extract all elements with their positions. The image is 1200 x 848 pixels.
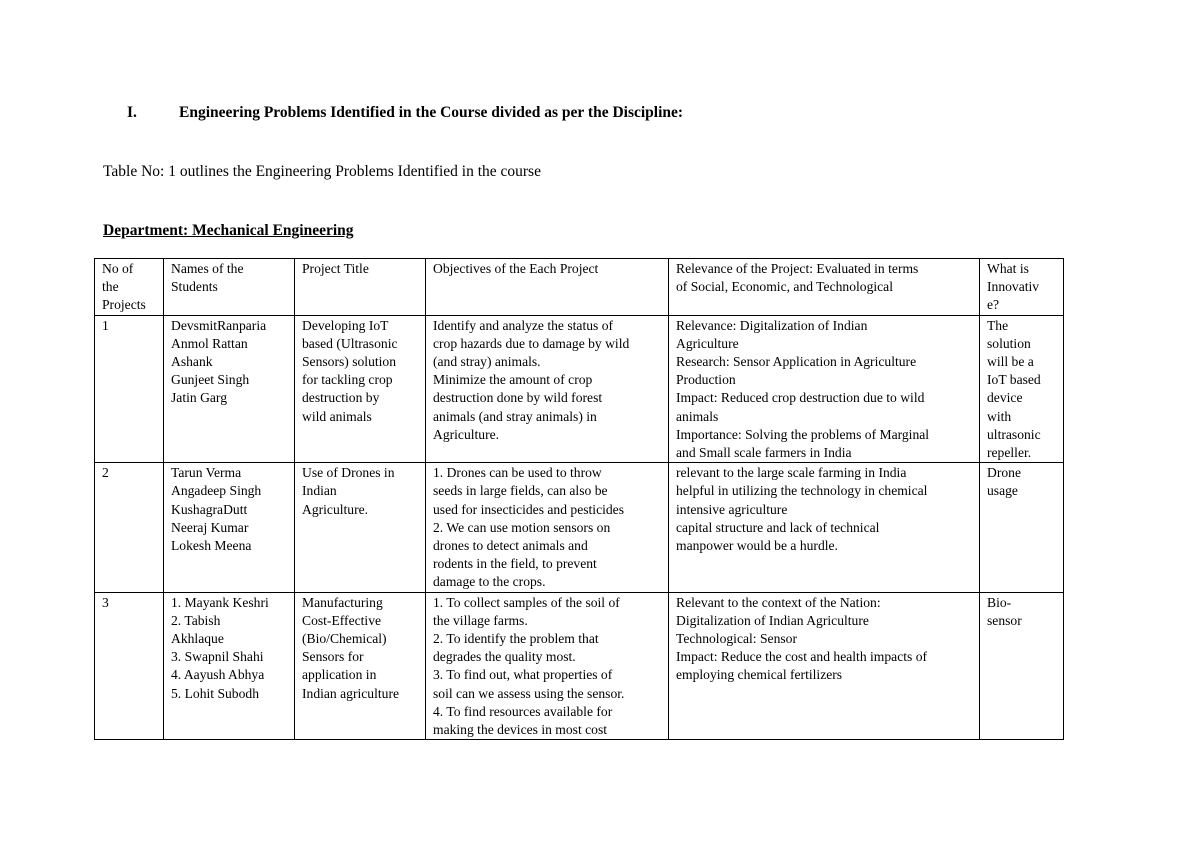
cell-line: Jatin Garg (171, 390, 228, 406)
cell-line: Cost-Effective (302, 612, 382, 628)
cell-line: Ashank (171, 354, 213, 370)
project-no-cell (95, 592, 164, 740)
cell-line: usage (987, 483, 1018, 499)
cell-line: What is (987, 261, 1029, 276)
cell-line: Production (676, 372, 736, 388)
objectives-cell (426, 592, 669, 740)
cell-line: seeds in large fields, can also be (433, 483, 608, 499)
cell-line: Names of the (171, 261, 244, 276)
cell-line: of Social, Economic, and Technological (676, 279, 893, 295)
department-label: Department: Mechanical Engineering (103, 222, 354, 239)
cell-line: wild animals (302, 408, 372, 424)
relevance-cell (669, 315, 980, 463)
cell-line: relevant to the large scale farming in India (676, 465, 907, 481)
cell-line: Agriculture (676, 335, 739, 351)
cell-line: Relevance: Digitalization of Indian (676, 317, 868, 333)
cell-line: Lokesh Meena (171, 538, 252, 554)
cell-line: device (987, 390, 1023, 406)
projects-table (94, 258, 1064, 740)
cell-line: crop hazards due to damage by wild (433, 335, 630, 351)
cell-line: repeller. (987, 445, 1032, 461)
cell-line: Tarun Verma (171, 465, 242, 481)
table-row (95, 592, 1064, 740)
cell-line: Akhlaque (171, 631, 224, 647)
cell-line: Importance: Solving the problems of Marginal (676, 426, 930, 442)
cell-line: the (102, 279, 119, 295)
objectives-cell (426, 315, 669, 463)
project-no-cell (95, 315, 164, 463)
cell-line: DevsmitRanparia (171, 317, 267, 333)
cell-line: based (Ultrasonic (302, 335, 398, 351)
section-title: Engineering Problems Identified in the Course divided as per the Discipline: (179, 104, 684, 121)
cell-line: Anmol Rattan (171, 335, 248, 351)
relevance-cell (669, 592, 980, 740)
cell-line: 4. To find resources available for (433, 703, 613, 719)
cell-line: animals (676, 408, 719, 424)
cell-line: 1. To collect samples of the soil of (433, 594, 620, 610)
cell-line: manpower would be a hurdle. (676, 538, 838, 554)
cell-line: 1. Mayank Keshri (171, 594, 269, 610)
cell-line: drones to detect animals and (433, 538, 588, 554)
cell-line: e? (987, 297, 1000, 313)
project-title-cell (295, 463, 426, 592)
cell-line: 3 (102, 594, 109, 610)
cell-line: 1 (102, 317, 109, 333)
cell-line: Indian agriculture (302, 685, 400, 701)
cell-line: (and stray) animals. (433, 354, 541, 370)
cell-line: will be a (987, 354, 1034, 370)
cell-line: 3. To find out, what properties of (433, 667, 613, 683)
cell-line: capital structure and lack of technical (676, 519, 880, 535)
cell-line: Neeraj Kumar (171, 519, 249, 535)
cell-line: sensor (987, 612, 1022, 628)
cell-line: Objectives of the Each Project (433, 261, 599, 276)
cell-line: used for insecticides and pesticides (433, 501, 625, 517)
header-project-no (95, 259, 164, 316)
cell-line: soil can we assess using the sensor. (433, 685, 625, 701)
cell-line: Students (171, 279, 218, 295)
cell-line: IoT based (987, 372, 1041, 388)
project-title-cell (295, 315, 426, 463)
cell-line: Agriculture. (433, 426, 500, 442)
cell-line: 2. Tabish (171, 612, 221, 628)
cell-line: destruction by (302, 390, 380, 406)
cell-line: Sensors) solution (302, 354, 397, 370)
cell-line: Agriculture. (302, 501, 369, 517)
objectives-cell (426, 463, 669, 592)
cell-line: Research: Sensor Application in Agriculture (676, 354, 917, 370)
cell-line: 2 (102, 465, 109, 481)
header-project-title (295, 259, 426, 316)
cell-line: 5. Lohit Subodh (171, 685, 259, 701)
cell-line: Innovativ (987, 279, 1040, 295)
cell-line: No of (102, 261, 134, 276)
cell-line: solution (987, 335, 1031, 351)
student-names-cell (164, 592, 295, 740)
cell-line: for tackling crop (302, 372, 393, 388)
cell-line: with (987, 408, 1012, 424)
cell-line: Digitalization of Indian Agriculture (676, 612, 869, 628)
table-row (95, 315, 1064, 463)
cell-line: (Bio/Chemical) (302, 631, 387, 647)
cell-line: Angadeep Singh (171, 483, 262, 499)
cell-line: making the devices in most cost (433, 722, 608, 738)
cell-line: Bio- (987, 594, 1012, 610)
cell-line: Sensors for (302, 649, 364, 665)
cell-line: Drone (987, 465, 1021, 481)
innovation-cell (980, 463, 1064, 592)
header-objectives (426, 259, 669, 316)
cell-line: application in (302, 667, 377, 683)
cell-line: Minimize the amount of crop (433, 372, 593, 388)
cell-line: helpful in utilizing the technology in chemical (676, 483, 928, 499)
cell-line: animals (and stray animals) in (433, 408, 597, 424)
innovation-cell (980, 315, 1064, 463)
cell-line: Impact: Reduce the cost and health impacts of (676, 649, 928, 665)
cell-line: and Small scale farmers in India (676, 445, 852, 461)
header-relevance (669, 259, 980, 316)
cell-line: 2. We can use motion sensors on (433, 519, 611, 535)
table-header-row (95, 259, 1064, 316)
cell-line: destruction done by wild forest (433, 390, 603, 406)
innovation-cell (980, 592, 1064, 740)
relevance-cell (669, 463, 980, 592)
cell-line: 4. Aayush Abhya (171, 667, 265, 683)
cell-line: Relevant to the context of the Nation: (676, 594, 881, 610)
cell-line: KushagraDutt (171, 501, 248, 517)
cell-line: Indian (302, 483, 337, 499)
cell-line: intensive agriculture (676, 501, 788, 517)
cell-line: Technological: Sensor (676, 631, 797, 647)
cell-line: ultrasonic (987, 426, 1041, 442)
cell-line: 3. Swapnil Shahi (171, 649, 264, 665)
section-heading (127, 104, 683, 122)
student-names-cell (164, 463, 295, 592)
cell-line: damage to the crops. (433, 574, 546, 590)
header-student-names (164, 259, 295, 316)
cell-line: Relevance of the Project: Evaluated in terms (676, 261, 919, 276)
cell-line: The (987, 317, 1009, 333)
section-number: I. (127, 104, 137, 121)
cell-line: Use of Drones in (302, 465, 395, 481)
cell-line: 1. Drones can be used to throw (433, 465, 602, 481)
cell-line: Identify and analyze the status of (433, 317, 614, 333)
cell-line: the village farms. (433, 612, 528, 628)
cell-line: Projects (102, 297, 146, 313)
cell-line: Developing IoT (302, 317, 389, 333)
cell-line: Manufacturing (302, 594, 383, 610)
cell-line: Gunjeet Singh (171, 372, 250, 388)
student-names-cell (164, 315, 295, 463)
cell-line: 2. To identify the problem that (433, 631, 599, 647)
project-no-cell (95, 463, 164, 592)
cell-line: Impact: Reduced crop destruction due to wild (676, 390, 925, 406)
project-title-cell (295, 592, 426, 740)
header-innovation (980, 259, 1064, 316)
table-row (95, 463, 1064, 592)
intro-text: Table No: 1 outlines the Engineering Problems Identified in the course (103, 163, 541, 180)
cell-line: Project Title (302, 261, 369, 276)
cell-line: rodents in the field, to prevent (433, 556, 597, 572)
cell-line: degrades the quality most. (433, 649, 576, 665)
cell-line: employing chemical fertilizers (676, 667, 843, 683)
